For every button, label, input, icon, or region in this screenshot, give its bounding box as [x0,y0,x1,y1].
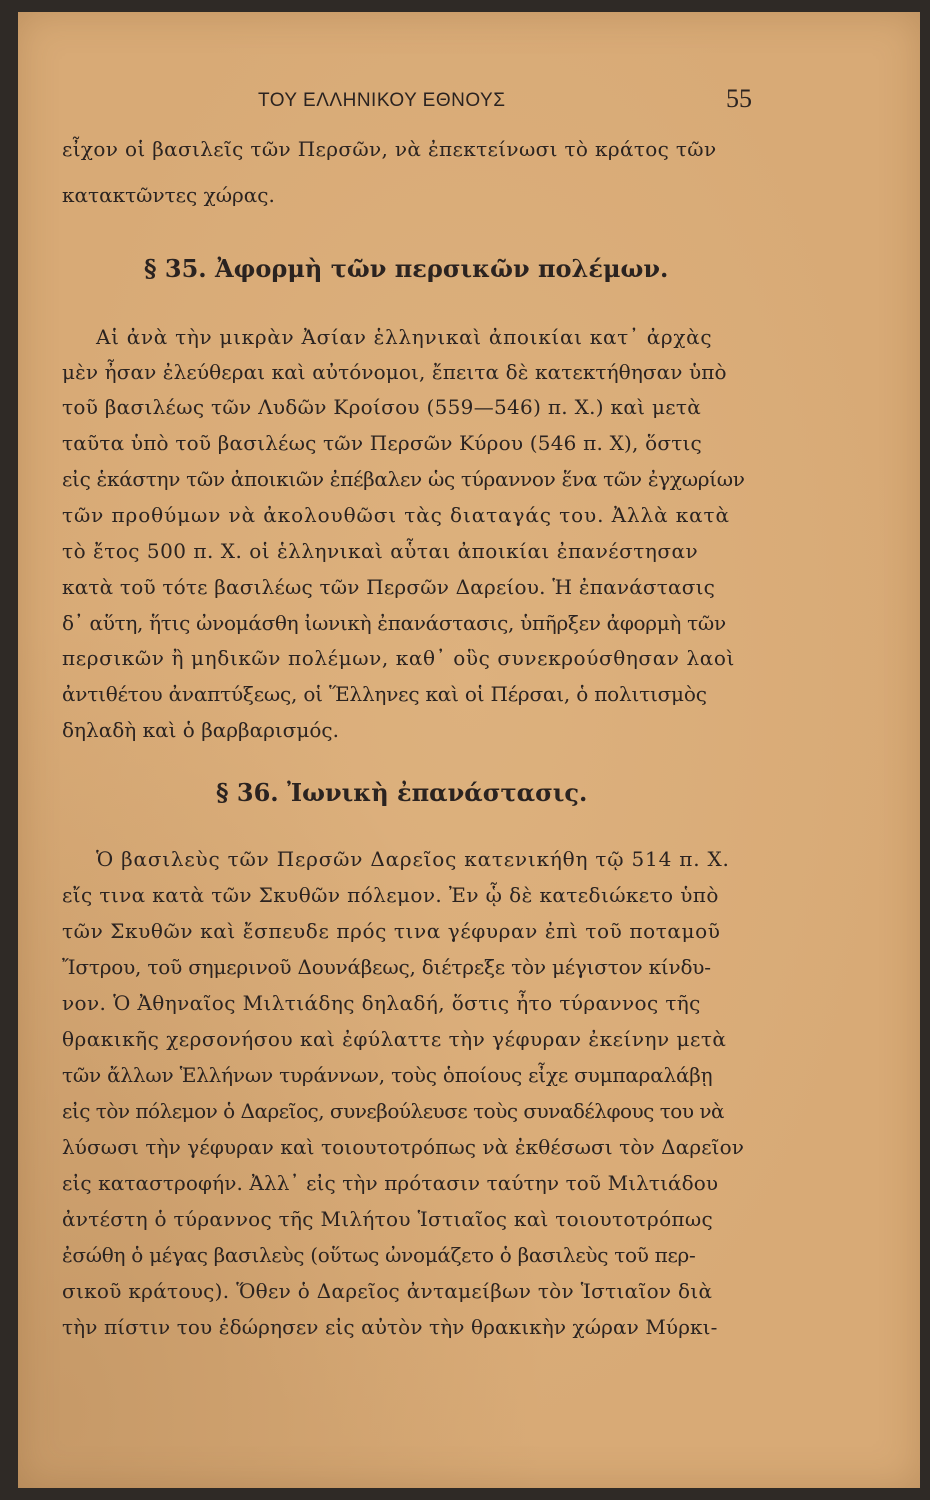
text-line: ταῦτα ὑπὸ τοῦ βασιλέως τῶν Περσῶν Κύρου (546 π. Χ), ὅστις [62,431,702,455]
text-line: εἴς τινα κατὰ τῶν Σκυθῶν πόλεμον. Ἐν ᾧ δὲ κατεδιώκετο ὑπὸ [62,883,719,907]
section-36-heading: § 36. Ἰωνικὴ ἐπανάστασις. [216,778,588,807]
text-line: εἰς ἑκάστην τῶν ἀποικιῶν ἐπέβαλεν ὡς τύραννον ἕνα τῶν ἐγχωρίων [62,467,745,491]
text-line: περσικῶν ἢ μηδικῶν πολέμων, καθ᾽ οὓς συνεκρούσθησαν λαοὶ [62,646,735,670]
running-title: ΤΟΥ ΕΛΛΗΝΙΚΟΥ ΕΘΝΟΥΣ [258,90,506,111]
text-line: ἀντιθέτου ἀναπτύξεως, οἱ Ἕλληνες καὶ οἱ Πέρσαι, ὁ πολιτισμὸς [62,682,707,706]
text-line: Αἱ ἀνὰ τὴν μικρὰν Ἀσίαν ἑλληνικαὶ ἀποικίαι κατ᾽ ἀρχὰς [96,325,713,349]
text-line: τὸ ἔτος 500 π. Χ. οἱ ἑλληνικαὶ αὗται ἀποικίαι ἐπανέστησαν [62,539,699,563]
text-line: Ὁ βασιλεὺς τῶν Περσῶν Δαρεῖος κατενικήθη τῷ 514 π. Χ. [96,847,730,871]
text-line: εἶχον οἱ βασιλεῖς τῶν Περσῶν, νὰ ἐπεκτείνωσι τὸ κράτος τῶν [62,137,717,161]
text-line: τῶν ἄλλων Ἑλλήνων τυράννων, τοὺς ὁποίους εἶχε συμπαραλάβῃ [62,1063,713,1087]
text-line: Ἴστρου, τοῦ σημερινοῦ Δουνάβεως, διέτρεξε τὸν μέγιστον κίνδυ- [62,955,711,979]
text-line: κατὰ τοῦ τότε βασιλέως τῶν Περσῶν Δαρείου. Ἡ ἐπανάστασις [62,575,716,599]
text-line: σικοῦ κράτους). Ὅθεν ὁ Δαρεῖος ἀνταμείβων τὸν Ἱστιαῖον διὰ [62,1279,713,1303]
text-line: τοῦ βασιλέως τῶν Λυδῶν Κροίσου (559—546) π. Χ.) καὶ μετὰ [62,395,702,419]
book-page [18,12,920,1488]
text-line: τὴν πίστιν του ἐδώρησεν εἰς αὐτὸν τὴν θρακικὴν χώραν Μύρκι- [62,1315,718,1339]
text-line: μὲν ἦσαν ἐλεύθεραι καὶ αὐτόνομοι, ἔπειτα δὲ κατεκτήθησαν ὑπὸ [62,360,727,384]
text-line: ἐσώθη ὁ μέγας βασιλεὺς (οὕτως ὠνομάζετο ὁ βασιλεὺς τοῦ περ- [62,1243,696,1267]
text-line: δηλαδὴ καὶ ὁ βαρβαρισμός. [62,718,339,742]
text-line: δ᾽ αὕτη, ἥτις ὠνομάσθη ἰωνικὴ ἐπανάστασις, ὑπῆρξεν ἀφορμὴ τῶν [62,611,726,635]
text-line: τῶν προθύμων νὰ ἀκολουθῶσι τὰς διαταγάς του. Ἀλλὰ κατὰ [62,503,730,527]
text-line: εἰς καταστροφήν. Ἀλλ᾽ εἰς τὴν πρότασιν ταύτην τοῦ Μιλτιάδου [62,1171,719,1195]
page-number: 55 [726,84,752,113]
text-line: εἰς τὸν πόλεμον ὁ Δαρεῖος, συνεβούλευσε τοὺς συναδέλφους του νὰ [62,1099,725,1123]
text-line: κατακτῶντες χώρας. [62,183,275,207]
text-line: ἀντέστη ὁ τύραννος τῆς Μιλήτου Ἱστιαῖος καὶ τοιουτοτρόπως [62,1207,713,1231]
section-35-heading: § 35. Ἀφορμὴ τῶν περσικῶν πολέμων. [144,254,669,283]
text-line: νον. Ὁ Ἀθηναῖος Μιλτιάδης δηλαδή, ὅστις ἦτο τύραννος τῆς [62,991,701,1015]
text-line: τῶν Σκυθῶν καὶ ἔσπευδε πρός τινα γέφυραν ἐπὶ τοῦ ποταμοῦ [62,919,721,943]
running-header [18,84,920,120]
text-line: λύσωσι τὴν γέφυραν καὶ τοιουτοτρόπως νὰ ἐκθέσωσι τὸν Δαρεῖον [62,1135,744,1159]
text-line: θρακικῆς χερσονήσου καὶ ἐφύλαττε τὴν γέφυραν ἐκείνην μετὰ [62,1027,727,1051]
